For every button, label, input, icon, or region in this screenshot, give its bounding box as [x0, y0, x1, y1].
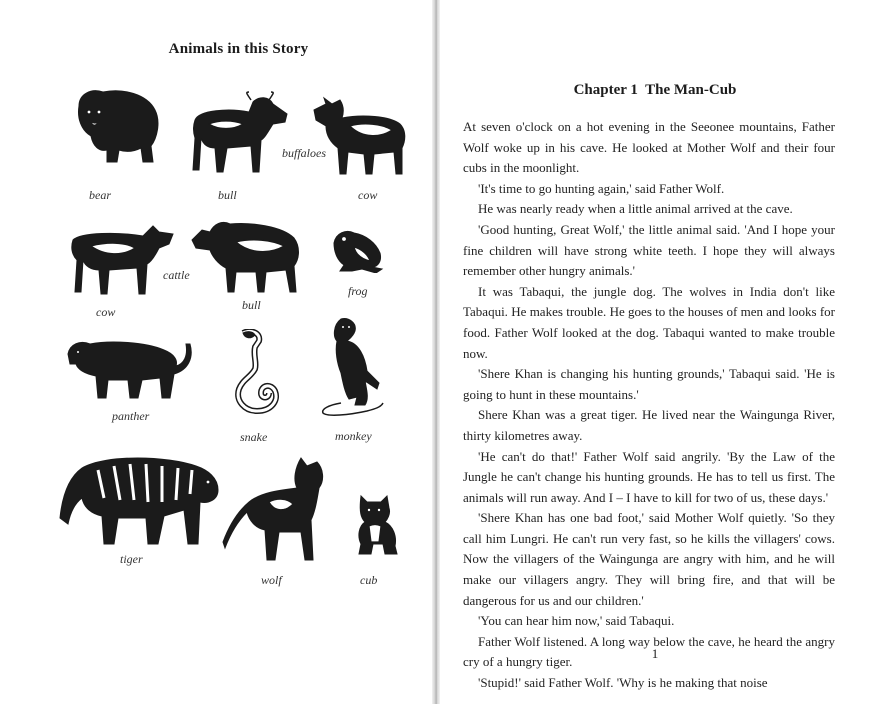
- story-paragraph: He was nearly ready when a little animal arrived at the cave.: [478, 201, 793, 217]
- story-paragraph: 'Shere Khan is changing his hunting grounds,' Tabaqui said. 'He is going to hunt in these mountains.': [463, 366, 835, 402]
- cow-label-top: cow: [358, 188, 378, 202]
- cattle-label: cattle: [163, 268, 190, 282]
- story-paragraph: 'He can't do that!' Father Wolf said angrily. 'By the Law of the Jungle he can't change his hunting grounds. He has to tell us first. The animals will run away. And I – I have to kill for two of us, these days.': [463, 448, 835, 505]
- story-paragraph: It was Tabaqui, the jungle dog. The wolves in India don't like Tabaqui. He makes trouble. He goes to the houses of men and looks for food. Father Wolf looked at the dog. Tabaqui wanted to make trouble now.: [463, 283, 835, 361]
- story-paragraph: 'Good hunting, Great Wolf,' the little animal said. 'And I hope your fine children will have strong white teeth. I hope they will always remember other hungry animals.': [463, 221, 835, 279]
- buffaloes-label: buffaloes: [282, 146, 326, 160]
- bull-label-cattle: bull: [242, 298, 261, 312]
- story-paragraph: 'Shere Khan has one bad foot,' said Mother Wolf quietly. 'So they call him Lungri. He can't run very fast, so he kills the villagers' cows. Now the villagers of the Waingunga are angry with him, and he will make our villagers angry. They will bring fire, and that will be dangerous for us and our children.': [463, 510, 835, 608]
- cub-illustration: [355, 494, 399, 556]
- cow-label-cattle: cow: [96, 305, 116, 319]
- bear-label: bear: [89, 188, 111, 202]
- left-page: [0, 0, 432, 704]
- left-page-title: Animals in this Story: [168, 41, 309, 57]
- snake-label: snake: [240, 430, 268, 444]
- wolf-illustration: [221, 456, 333, 568]
- story-text: [463, 117, 835, 694]
- tiger-label: tiger: [120, 552, 143, 566]
- story-paragraph: Father Wolf listened. A long way below the cave, he heard the angry cry of a hungry tiger.: [463, 633, 835, 670]
- frog-illustration: [332, 227, 384, 273]
- bull-illustration: [189, 90, 291, 178]
- story-paragraph: 'It's time to go hunting again,' said Father Wolf.: [478, 180, 725, 196]
- frog-label: frog: [348, 284, 368, 298]
- monkey-label: monkey: [335, 429, 372, 443]
- cow-illustration-cattle: [69, 222, 175, 298]
- book-gutter: [432, 0, 440, 704]
- story-paragraph: 'You can hear him now,' said Tabaqui.: [478, 613, 675, 629]
- chapter-title: Chapter 1 The Man-Cub: [573, 82, 737, 98]
- bear-illustration: [73, 86, 161, 168]
- story-paragraph: At seven o'clock on a hot evening in the Seeonee mountains, Father Wolf woke up in his cave. He looked at Mother Wolf and their four cubs in the moonlight.: [463, 119, 835, 176]
- right-page: [440, 0, 870, 704]
- story-paragraph: 'Stupid!' said Father Wolf. 'Why is he making that noise: [478, 675, 768, 691]
- bull-illustration-cattle: [190, 216, 304, 296]
- tiger-illustration: [58, 448, 220, 548]
- panther-label: panther: [112, 409, 150, 423]
- cow-illustration-top: [312, 96, 408, 178]
- wolf-label: wolf: [261, 573, 282, 587]
- snake-illustration: [231, 329, 281, 415]
- monkey-illustration: [319, 317, 387, 417]
- story-paragraph: Shere Khan was a great tiger. He lived near the Waingunga River, thirty kilometres away.: [463, 407, 835, 443]
- cub-label: cub: [360, 573, 378, 587]
- page-number: 1: [651, 646, 659, 661]
- panther-illustration: [66, 336, 194, 402]
- bull-label-top: bull: [218, 188, 237, 202]
